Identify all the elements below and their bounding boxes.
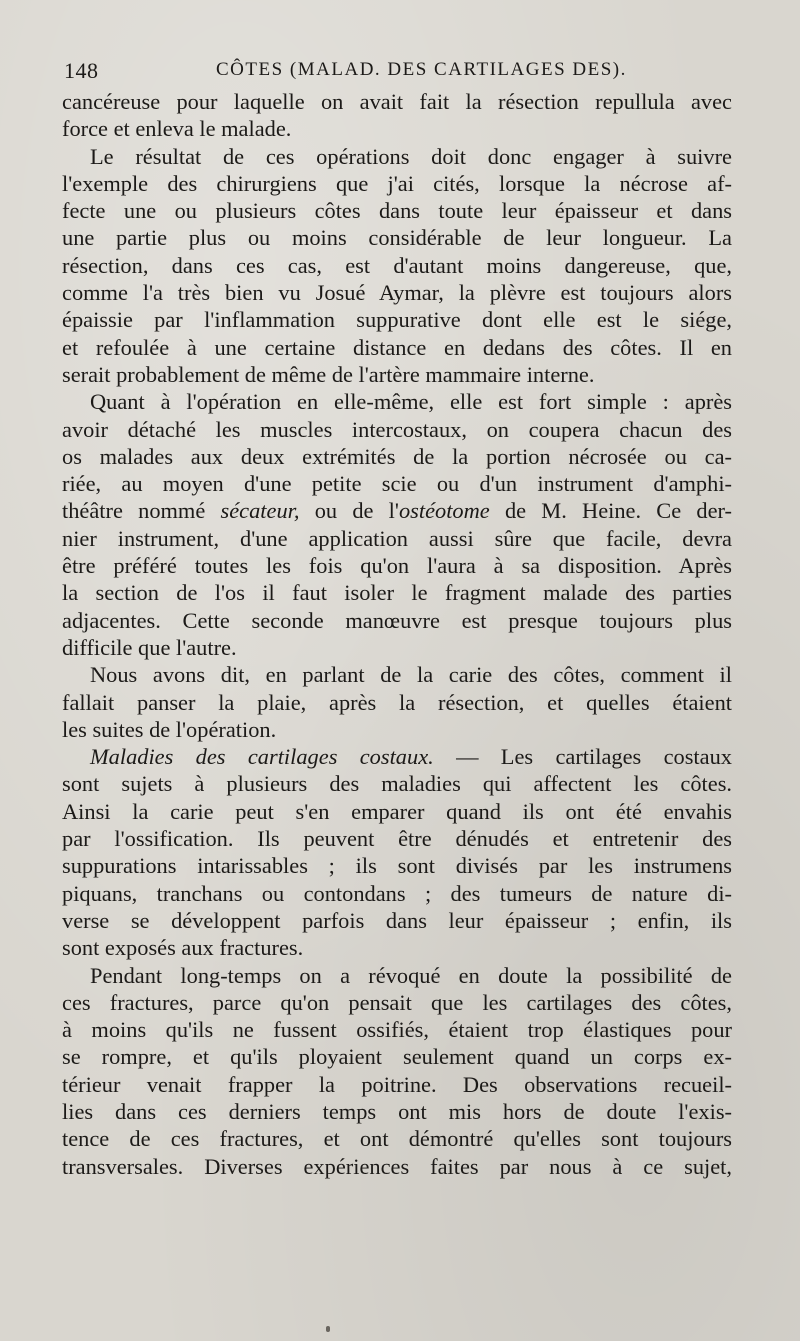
text-line: par l'ossification. Ils peuvent être dénudés et entretenir des (62, 826, 732, 852)
text-line: lies dans ces derniers temps ont mis hors de doute l'exis- (62, 1098, 732, 1124)
text-run: — Les cartilages costaux (433, 744, 732, 770)
text-line: résection, dans ces cas, est d'autant moins dangereuse, que, (62, 252, 732, 278)
text-line-with-italics (62, 497, 732, 524)
text-line: l'exemple des chirurgiens que j'ai cités, lorsque la nécrose af- (62, 170, 732, 196)
section-heading: Maladies des cartilages costaux. (90, 744, 434, 770)
text-line: être préféré toutes les fois qu'on l'aura à sa disposition. Après (62, 553, 732, 579)
text-line: piquans, tranchans ou contondans ; des tumeurs de nature di- (62, 880, 732, 906)
text-line: sont exposés aux fractures. (62, 935, 304, 961)
text-line: tence de ces fractures, et ont démontré qu'elles sont toujours (62, 1126, 732, 1152)
text-line: ces fractures, parce qu'on pensait que les cartilages des côtes, (62, 989, 732, 1015)
text-line: verse se développent parfois dans leur épaisseur ; enfin, ils (62, 907, 732, 933)
text-line: Ainsi la carie peut s'en emparer quand ils ont été envahis (62, 798, 732, 824)
page-number: 148 (64, 58, 99, 83)
body-text (62, 88, 732, 1180)
paragraph-start-line: Quant à l'opération en elle-même, elle est fort simple : après (90, 389, 732, 415)
text-line: fecte une ou plusieurs côtes dans toute leur épaisseur et dans (62, 198, 732, 224)
italic-term-osteotome: ostéotome (398, 498, 490, 524)
text-line: épaissie par l'inflammation suppurative dont elle est le siége, (62, 307, 732, 333)
text-run: théâtre nommé (62, 498, 221, 524)
ink-speck (326, 1326, 330, 1332)
text-run: ou de l' (299, 498, 399, 524)
text-line: riée, au moyen d'une petite scie ou d'un instrument d'amphi- (62, 471, 732, 497)
paragraph-start-line: Pendant long-temps on a révoqué en doute la possibilité de (90, 962, 732, 988)
text-line: difficile que l'autre. (62, 634, 237, 660)
italic-term-secateur: sécateur, (220, 498, 300, 524)
text-line: fallait panser la plaie, après la résection, et quelles étaient (62, 689, 732, 715)
text-line: comme l'a très bien vu Josué Aymar, la plèvre est toujours alors (62, 280, 732, 306)
text-line: se rompre, et qu'ils ployaient seulement quand un corps ex- (62, 1044, 732, 1070)
text-line: avoir détaché les muscles intercostaux, on coupera chacun des (62, 416, 732, 442)
text-line: les suites de l'opération. (62, 716, 277, 742)
text-line: térieur venait frapper la poitrine. Des observations recueil- (62, 1071, 732, 1097)
paragraph-start-line: Le résultat de ces opérations doit donc engager à suivre (90, 143, 732, 169)
text-run: de M. Heine. Ce der- (489, 498, 733, 524)
text-line: force et enleva le malade. (62, 116, 292, 142)
text-line: transversales. Diverses expériences faites par nous à ce sujet, (62, 1153, 732, 1179)
text-line: une partie plus ou moins considérable de leur longueur. La (62, 225, 732, 251)
text-line: suppurations intarissables ; ils sont divisés par les instrumens (62, 853, 732, 879)
text-line: à moins qu'ils ne fussent ossifiés, étaient trop élastiques pour (62, 1017, 732, 1043)
text-line: adjacentes. Cette seconde manœuvre est presque toujours plus (62, 607, 732, 633)
text-line: et refoulée à une certaine distance en dedans des côtes. Il en (62, 334, 732, 360)
running-title: CÔTES (MALAD. DES CARTILAGES DES). (216, 59, 627, 80)
text-line: serait probablement de même de l'artère mammaire interne. (62, 361, 595, 387)
section-heading-line (62, 743, 732, 770)
text-line: la section de l'os il faut isoler le fragment malade des parties (62, 580, 732, 606)
paragraph-start-line: Nous avons dit, en parlant de la carie des côtes, comment il (90, 662, 732, 688)
text-line: os malades aux deux extrémités de la portion nécrosée ou ca- (62, 443, 732, 469)
text-line: cancéreuse pour laquelle on avait fait la résection repullula avec (62, 89, 732, 114)
text-line: nier instrument, d'une application aussi sûre que facile, devra (62, 525, 732, 551)
text-line: sont sujets à plusieurs des maladies qui affectent les côtes. (62, 771, 732, 797)
running-head (64, 58, 734, 84)
